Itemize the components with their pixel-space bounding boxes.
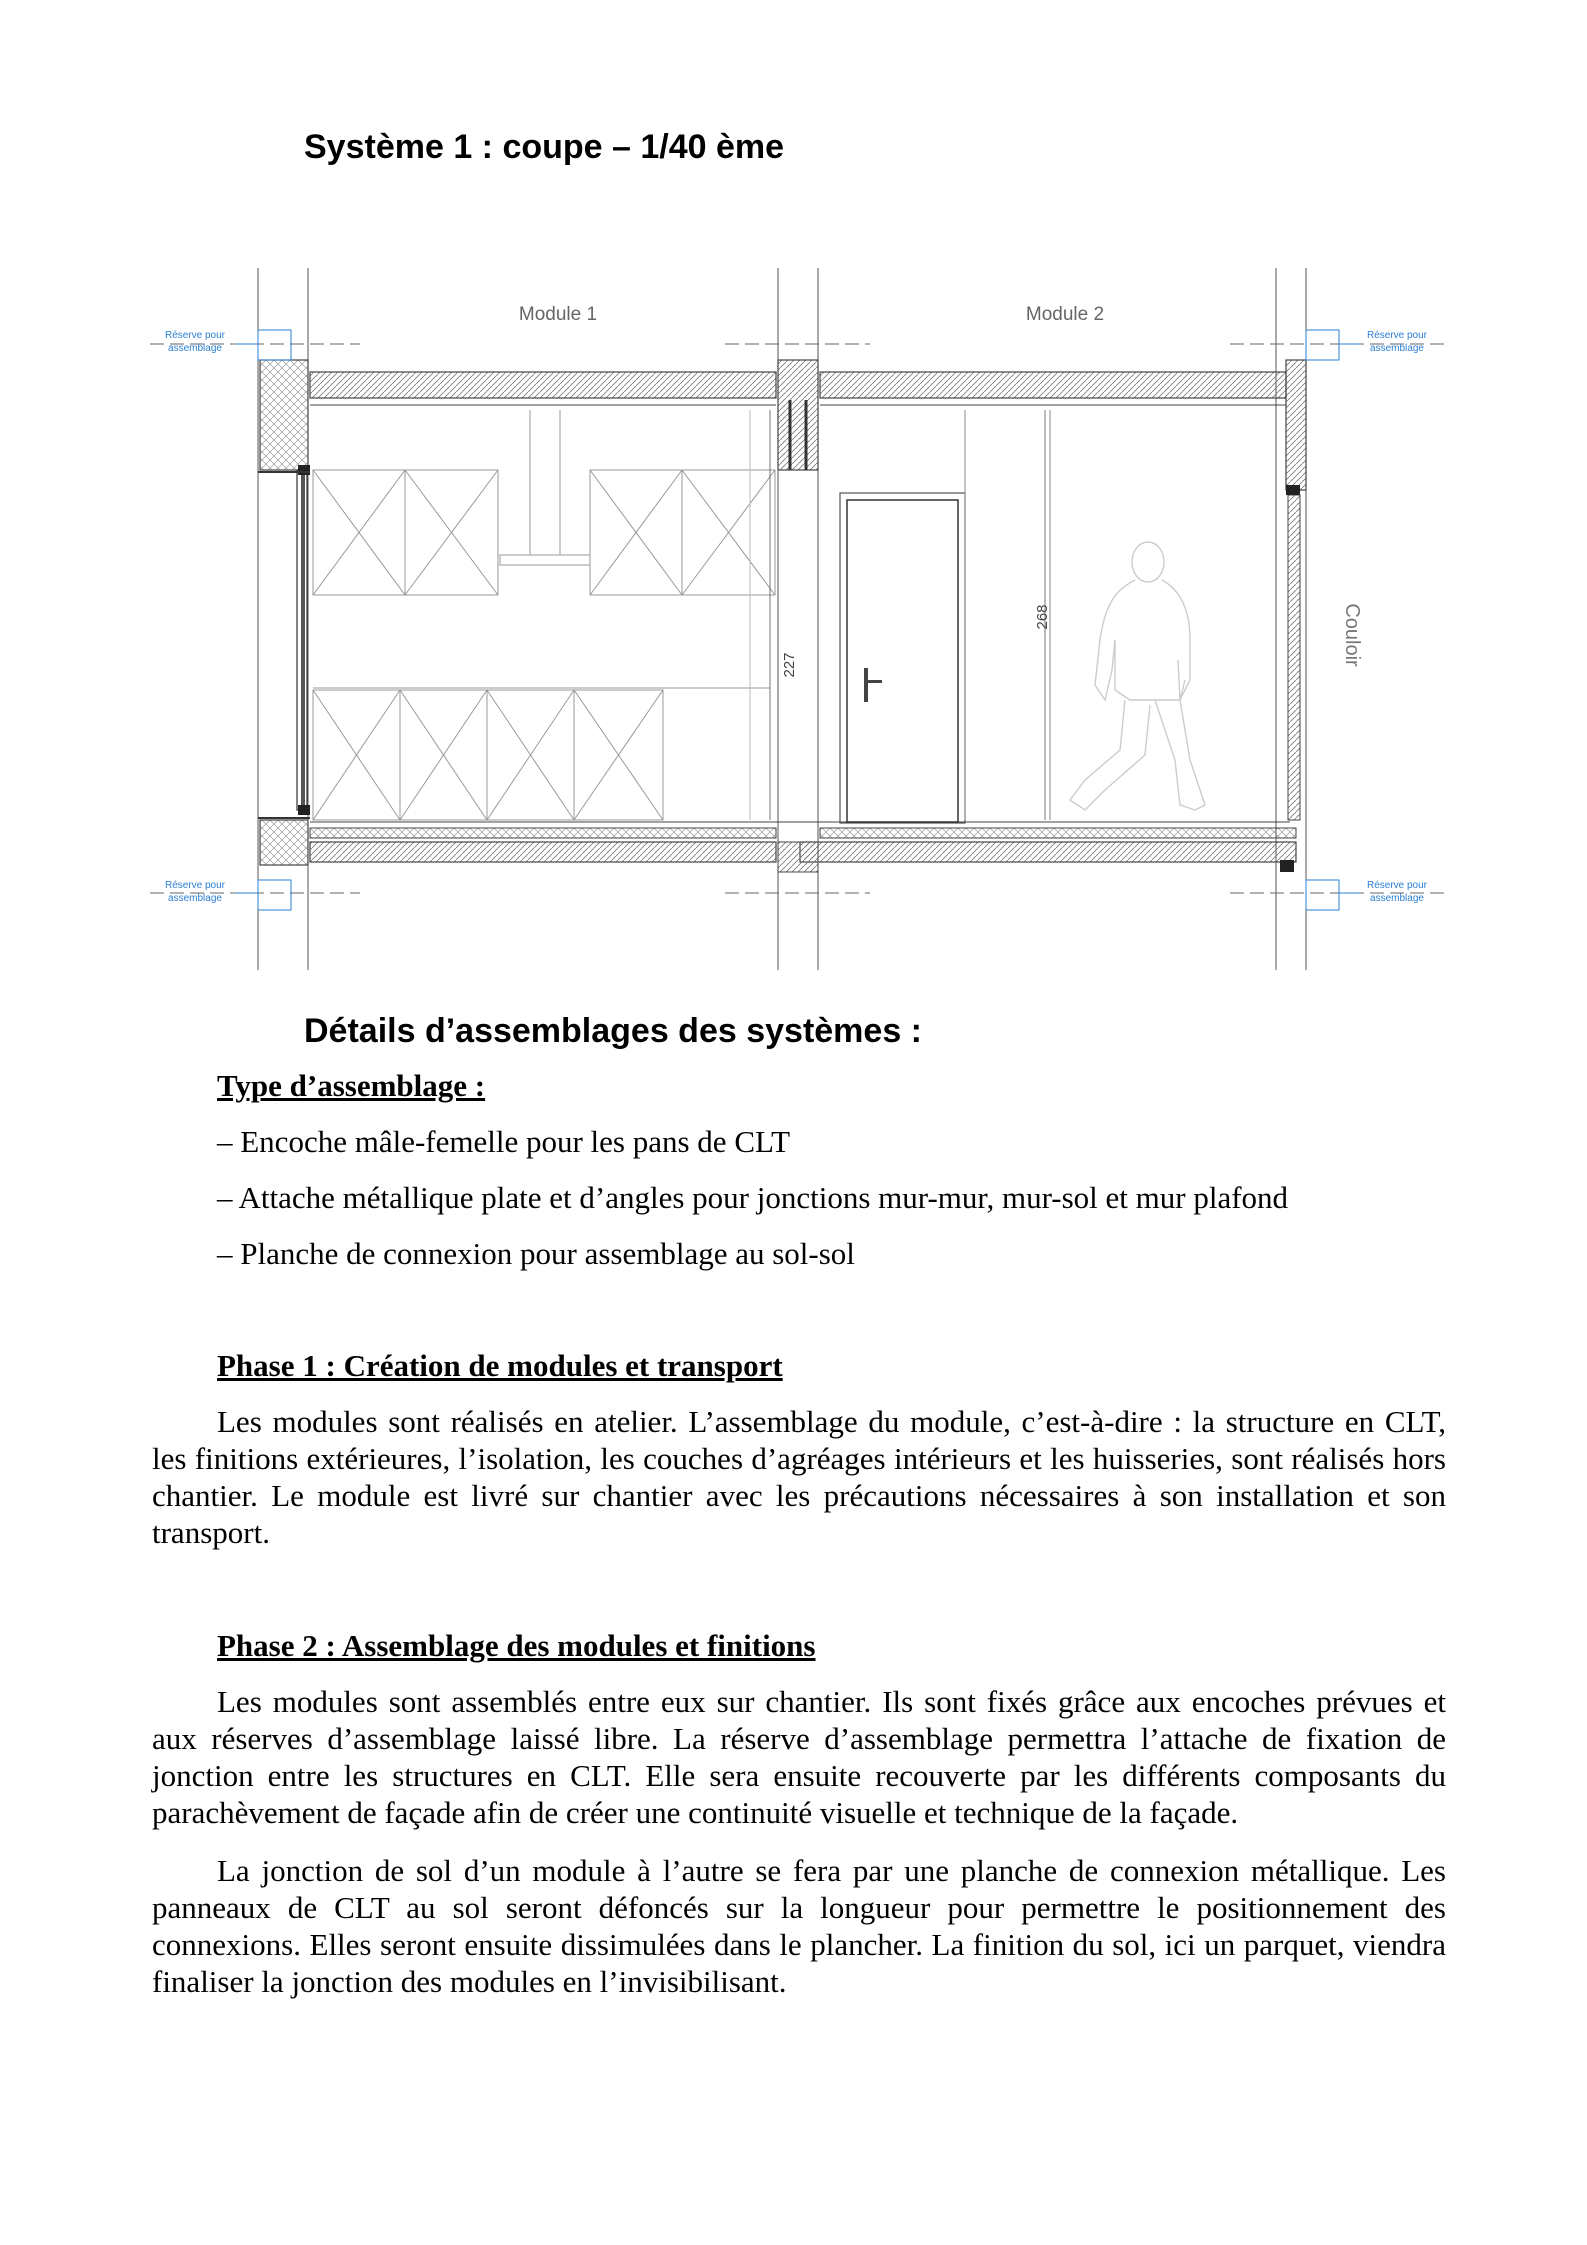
svg-text:Réserve pour: Réserve pour: [1366, 330, 1428, 341]
phase-2-paragraph-2: La jonction de sol d’un module à l’autre se fera par une planche de connexion métallique. Les panneaux de CLT au sol seront défoncés sur la longueur pour permettre le positionnement des connexions. Elles seront ensuite dissimulées dans le plancher. La finition du sol, ici un parquet, viendra finaliser la jonction des modules en l’invisibilisant.: [152, 1853, 1446, 1999]
middle-partition: [778, 360, 818, 872]
reserve-label-bottom-left: [165, 880, 226, 904]
phase-1-paragraph: Les modules sont réalisés en atelier. L’assemblage du module, c’est-à-dire : la structure en CLT, les finitions extérieures, l’isolation, les couches d’agréages intérieurs et les huisseries, sont réalisés hors chantier. Le module est livré sur chantier avec les précautions nécessaires à son installation et son transport.: [152, 1404, 1446, 1550]
page-title: Système 1 : coupe – 1/40 ème: [304, 128, 785, 166]
phase-2-heading: Phase 2 : Assemblage des modules et finitions: [217, 1628, 816, 1663]
svg-text:assemblage: assemblage: [168, 893, 222, 904]
module-2-label: Module 2: [1025, 304, 1105, 325]
left-facade-wall: [258, 360, 310, 865]
phase-2-paragraph-1: Les modules sont assemblés entre eux sur chantier. Ils sont fixés grâce aux encoches prévues et aux réserves d’assemblage laissé libre. La réserve d’assemblage permettra l’attache de fixation de jonction entre les structures en CLT. Elle sera ensuite recouverte par les différents composants du parachèvement de façade afin de créer une continuité visuelle et technique de la façade.: [152, 1684, 1446, 1830]
svg-text:assemblage: assemblage: [168, 343, 222, 354]
reserve-label-top-right: [1367, 330, 1428, 354]
svg-text:Réserve pour: Réserve pour: [164, 330, 226, 341]
type-heading: Type d’assemblage :: [217, 1068, 486, 1103]
details-heading: Détails d’assemblages des systèmes :: [304, 1012, 922, 1050]
phase-1-heading: Phase 1 : Création de modules et transport: [217, 1348, 783, 1383]
section-drawing: [150, 260, 1450, 980]
svg-text:assemblage: assemblage: [1370, 343, 1424, 354]
reserve-label-top-left: [165, 330, 226, 354]
type-item: – Encoche mâle-femelle pour les pans de CLT: [217, 1124, 791, 1159]
dimension-268: [1034, 410, 1051, 820]
couloir-label: Couloir: [1341, 603, 1363, 667]
module-1-label: Module 1: [518, 304, 598, 325]
type-item: – Attache métallique plate et d’angles pour jonctions mur-mur, mur-sol et mur plafond: [217, 1180, 1289, 1215]
svg-text:227: 227: [781, 652, 798, 678]
svg-text:assemblage: assemblage: [1370, 893, 1424, 904]
type-item: – Planche de connexion pour assemblage au sol-sol: [217, 1236, 855, 1271]
kitchen-cabinets: [313, 410, 775, 820]
reserve-label-bottom-right: [1367, 880, 1428, 904]
svg-text:Réserve pour: Réserve pour: [1366, 880, 1428, 891]
human-figure: [1070, 542, 1205, 810]
right-corridor-wall: [1280, 360, 1306, 872]
svg-text:268: 268: [1034, 604, 1051, 630]
svg-text:Réserve pour: Réserve pour: [164, 880, 226, 891]
door: [840, 493, 965, 823]
